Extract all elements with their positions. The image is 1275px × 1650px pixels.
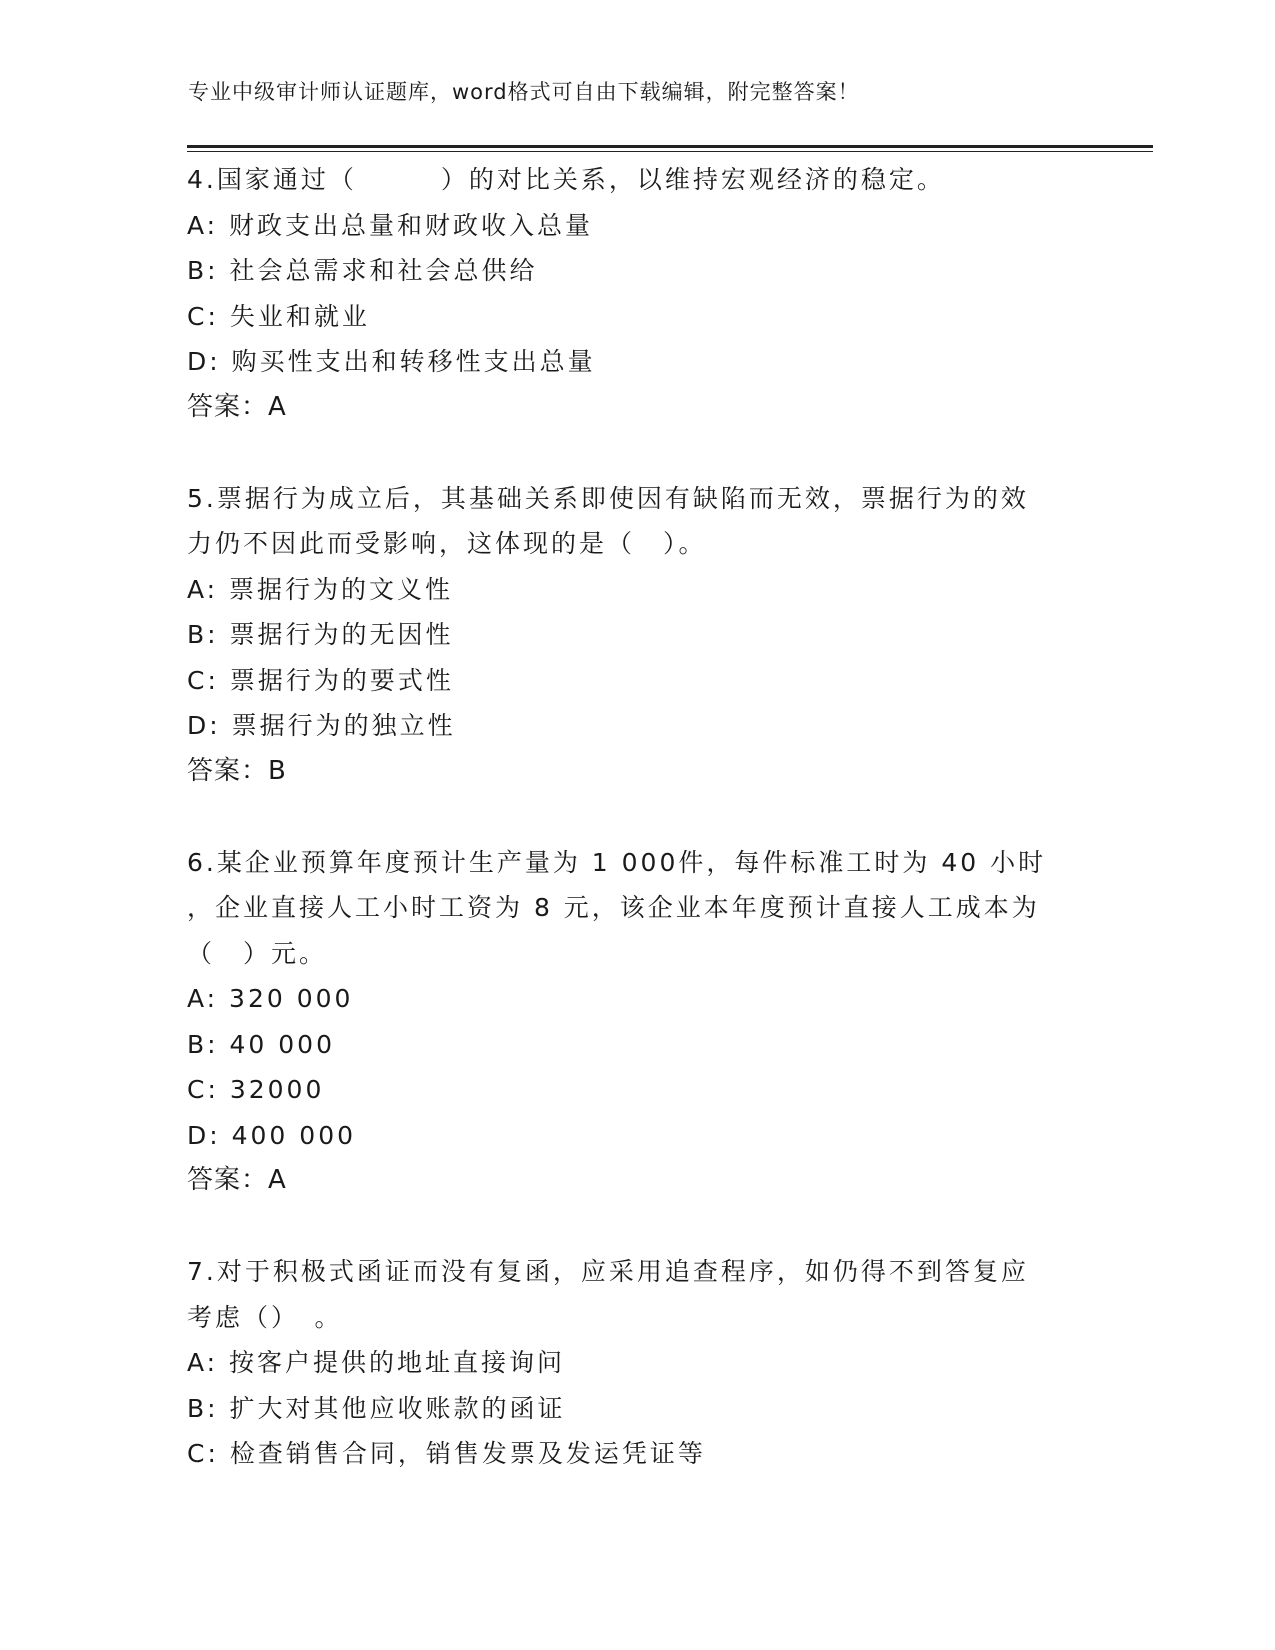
header-rule-thick (187, 145, 1153, 148)
question-stem-line: 4.国家通过（ ）的对比关系，以维持宏观经济的稳定。 (187, 165, 945, 194)
question-7 (187, 1249, 1087, 1477)
option-b: B: 40 000 (187, 1029, 335, 1059)
option-b: B: 社会总需求和社会总供给 (187, 256, 538, 285)
question-stem-line: （ ）元。 (187, 938, 328, 968)
option-b: B: 票据行为的无因性 (187, 620, 454, 649)
answer: 答案：A (187, 1165, 287, 1195)
option-b: B: 扩大对其他应收账款的函证 (187, 1393, 566, 1423)
question-5 (187, 476, 1087, 795)
question-6 (187, 840, 1087, 1204)
option-c: C: 检查销售合同，销售发票及发运凭证等 (187, 1439, 706, 1468)
spacer (187, 1204, 1087, 1250)
option-a: A: 320 000 (187, 984, 354, 1013)
option-c: C: 失业和就业 (187, 301, 370, 331)
header-note: 专业中级审计师认证题库，word格式可自由下载编辑，附完整答案！ (188, 80, 860, 104)
answer: 答案：A (187, 391, 287, 422)
header-rule-thin (187, 151, 1153, 152)
option-d: D: 400 000 (187, 1120, 357, 1150)
option-d: D: 票据行为的独立性 (187, 711, 456, 740)
question-4 (187, 157, 1087, 430)
spacer (187, 794, 1087, 840)
option-c: C: 票据行为的要式性 (187, 665, 454, 695)
spacer (187, 430, 1087, 476)
option-a: A: 财政支出总量和财政收入总量 (187, 210, 594, 240)
question-stem-line: ，企业直接人工小时工资为 8 元，该企业本年度预计直接人工成本为 (187, 893, 1040, 922)
question-stem-line: 5.票据行为成立后，其基础关系即使因有缺陷而无效，票据行为的效 (187, 483, 1029, 513)
question-stem-line: 力仍不因此而受影响，这体现的是（ ）。 (187, 529, 707, 558)
option-a: A: 按客户提供的地址直接询问 (187, 1348, 566, 1377)
question-stem-line: 6.某企业预算年度预计生产量为 1 000件，每件标准工时为 40 小时 (187, 847, 1047, 877)
question-list (187, 157, 1087, 1477)
option-c: C: 32000 (187, 1075, 325, 1104)
option-a: A: 票据行为的文义性 (187, 574, 454, 604)
question-stem-line: 7.对于积极式函证而没有复函，应采用追查程序，如仍得不到答复应 (187, 1257, 1029, 1286)
option-d: D: 购买性支出和转移性支出总量 (187, 347, 596, 376)
question-stem-line: 考虑（） 。 (187, 1302, 343, 1332)
answer: 答案：B (187, 755, 287, 786)
